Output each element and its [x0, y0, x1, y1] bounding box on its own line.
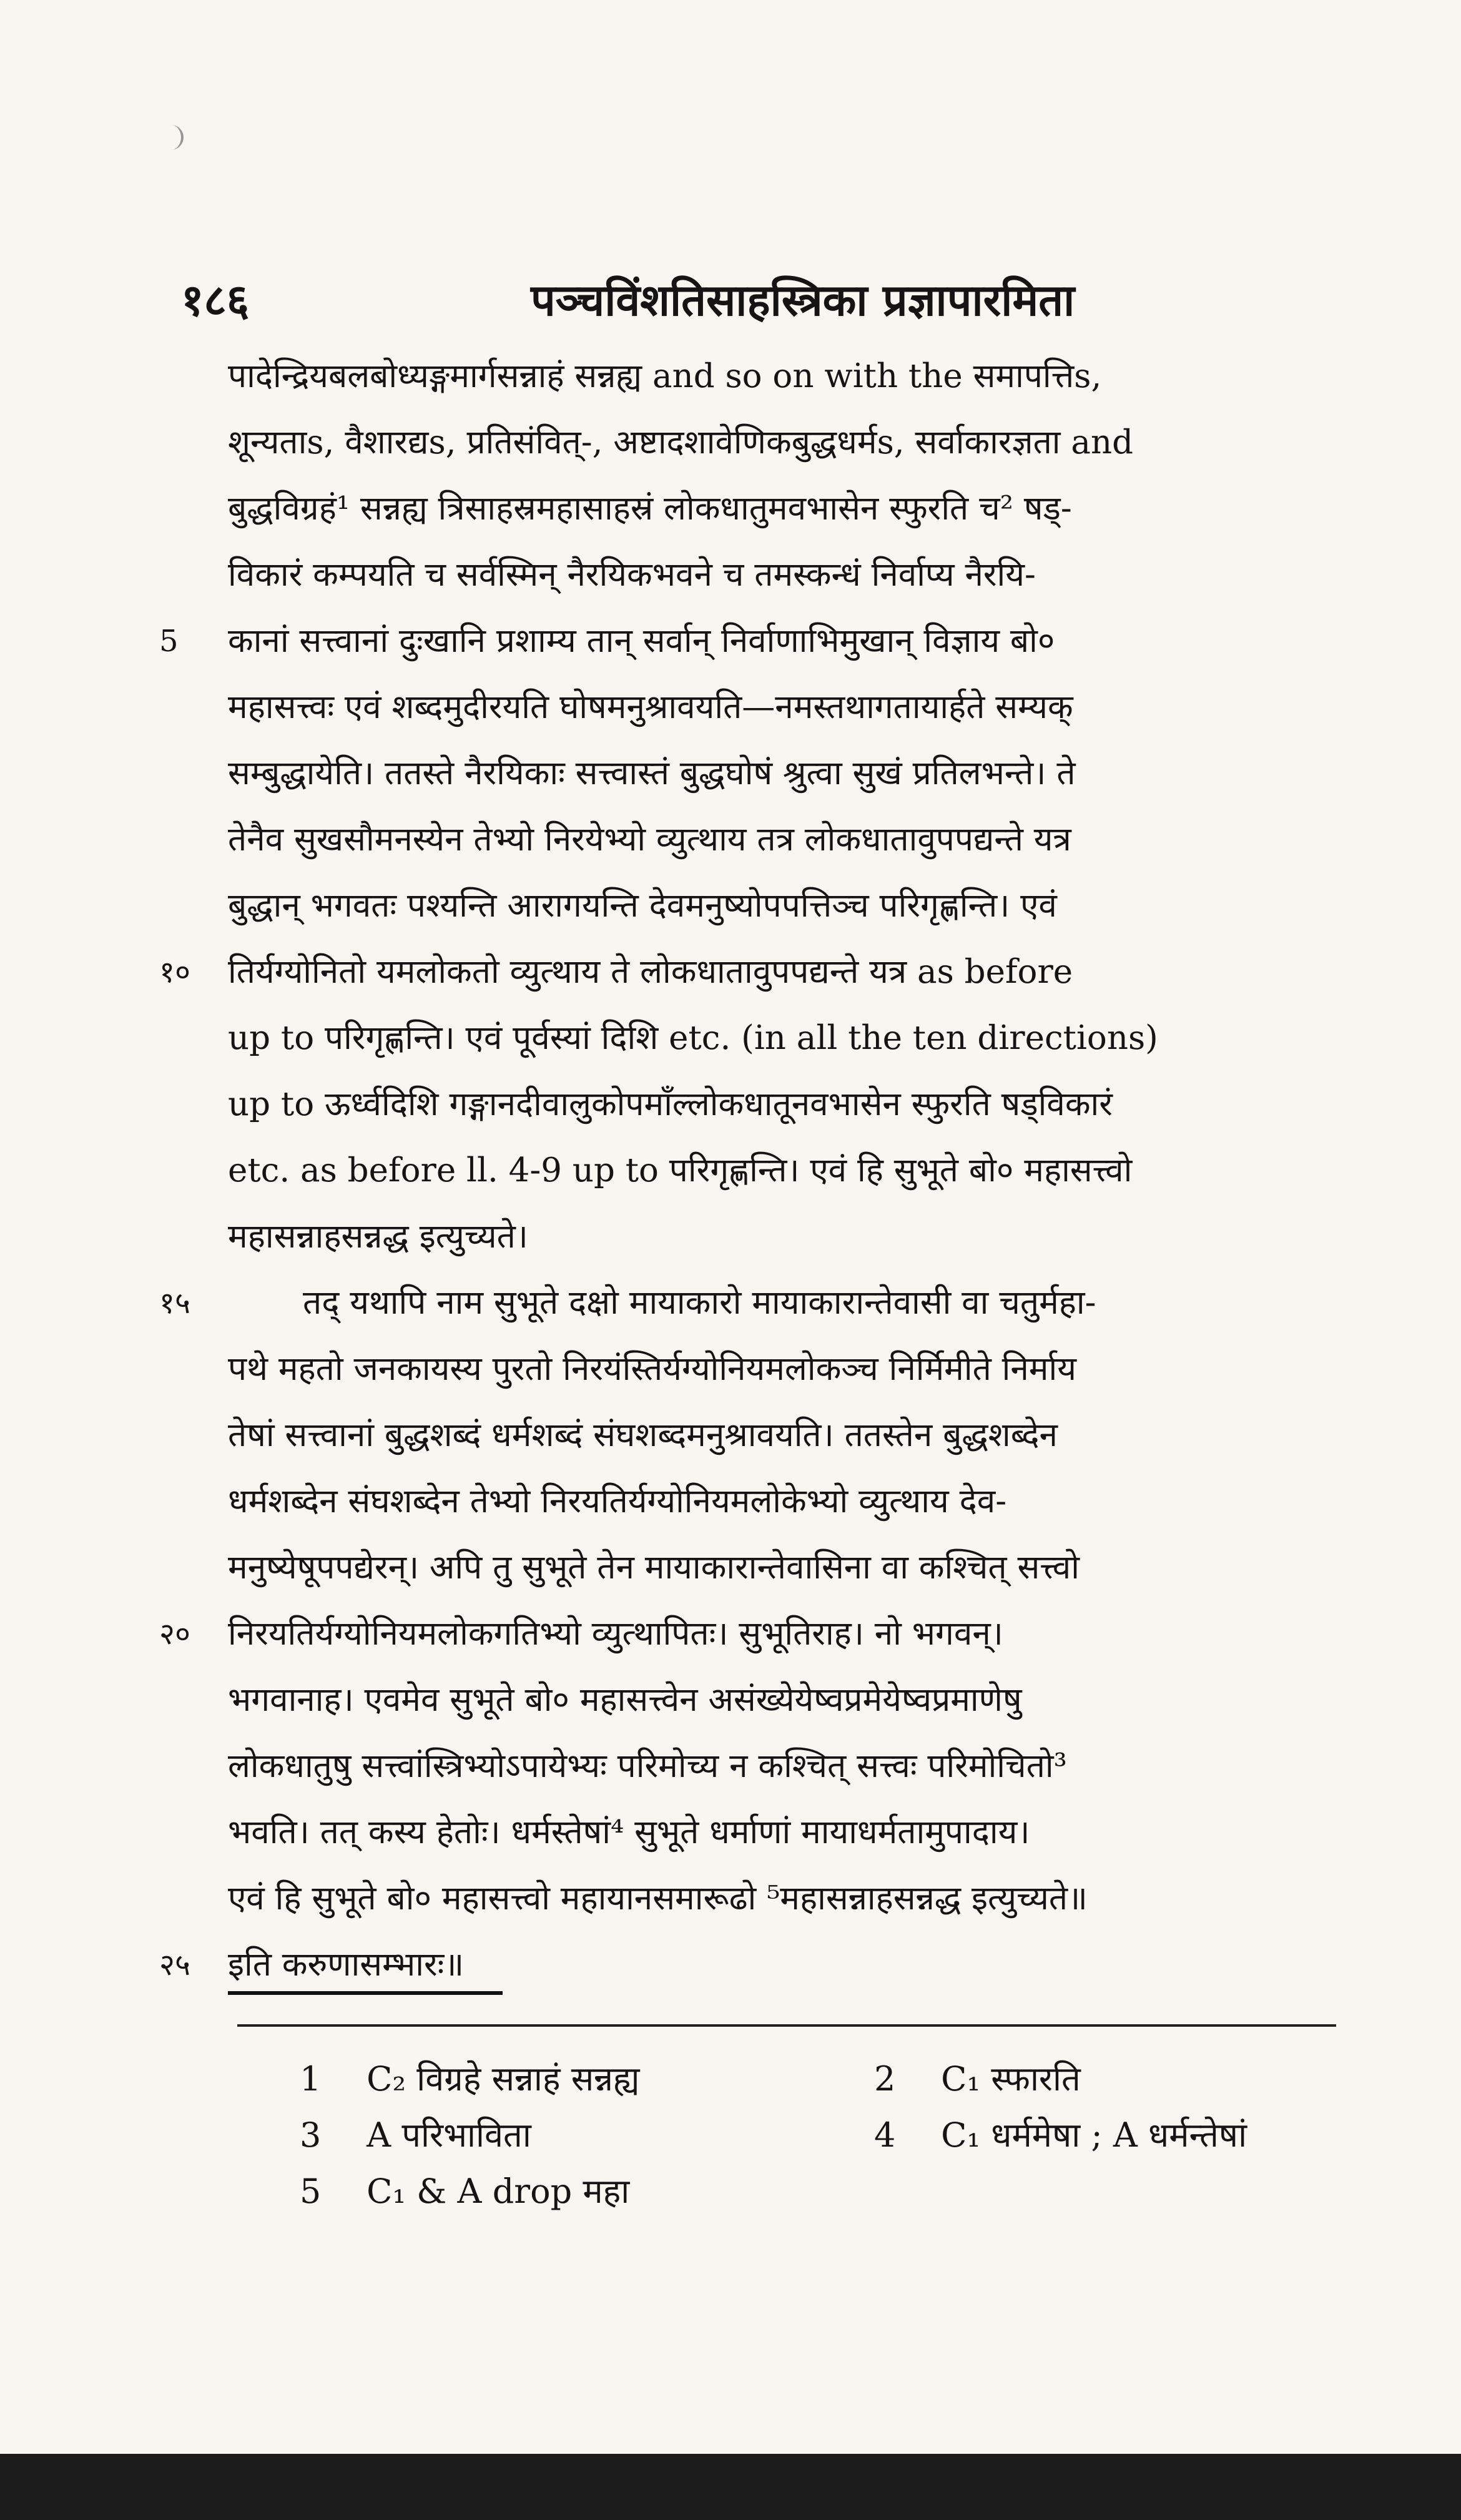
line-text: मनुष्येषूपपद्येरन्। अपि तु सुभूते तेन मायाकारान्तेवासिना वा कश्चित् सत्त्वो: [228, 1548, 1080, 1587]
line-text: तेनैव सुखसौमनस्येन तेभ्यो निरयेभ्यो व्युत्थाय तत्र लोकधातावुपपद्यन्ते यत्र: [228, 820, 1071, 859]
footnote-text: C₁ धर्ममेषा ; A धर्मन्तेषां: [941, 2115, 1247, 2155]
line-number: १५: [159, 1286, 190, 1321]
line-text: तिर्यग्योनितो यमलोकतो व्युत्थाय ते लोकधातावुपपद्यन्ते यत्र as before: [228, 953, 1073, 991]
running-head: [181, 262, 1355, 337]
text-line: [159, 939, 1342, 1005]
line-text: शून्यताs, वैशारद्यs, प्रतिसंवित्-, अष्टादशावेणिकबुद्धधर्मs, सर्वाकारज्ञता and: [228, 423, 1134, 461]
line-text: विकारं कम्पयति च सर्वस्मिन् नैरयिकभवने च तमस्कन्धं निर्वाप्य नैरयि-: [228, 556, 1036, 594]
footnote-number: 2: [874, 2059, 896, 2099]
text-line: [228, 1005, 1342, 1071]
line-text: up to परिगृह्णन्ति। एवं पूर्वस्यां दिशि etc. (in all the ten directions): [228, 1019, 1158, 1057]
body-text: [159, 343, 1342, 1998]
text-line: [228, 674, 1342, 741]
line-text: महासत्त्वः एवं शब्दमुदीरयति घोषमनुश्रावयति—नमस्तथागतायार्हते सम्यक्: [228, 688, 1073, 726]
line-text: बुद्धविग्रहं¹ सन्नह्य त्रिसाहस्रमहासाहस्रं लोकधातुमवभासेन स्फुरति च² षड्-: [228, 490, 1072, 528]
text-line: [228, 741, 1342, 807]
line-text: भवति। तत् कस्य हेतोः। धर्मस्तेषां⁴ सुभूते धर्माणां मायाधर्मतामुपादाय।: [228, 1813, 1030, 1851]
line-number: 5: [159, 624, 179, 659]
text-line: [228, 873, 1342, 939]
corner-mark: [156, 125, 184, 150]
line-text: सम्बुद्धायेति। ततस्ते नैरयिकाः सत्त्वास्तं बुद्धघोषं श्रुत्वा सुखं प्रतिलभन्ते। ते: [228, 754, 1076, 792]
text-line: [228, 1733, 1342, 1799]
line-text: महासन्नाहसन्नद्ध इत्युच्यते।: [228, 1218, 528, 1256]
line-text: पादेन्द्रियबलबोध्यङ्गमार्गसन्नाहं सन्नह्य and so on with the समापत्तिs,: [228, 357, 1102, 395]
text-line: [228, 1204, 1342, 1270]
footnote-3: [300, 2110, 531, 2157]
line-text: तद् यथापि नाम सुभूते दक्षो मायाकारो मायाकारान्तेवासी वा चतुर्महा-: [303, 1284, 1096, 1322]
footnote-5: [300, 2167, 629, 2213]
line-text: etc. as before ll. 4-9 up to परिगृह्णन्ति। एवं हि सुभूते बो० महासत्त्वो: [228, 1151, 1133, 1189]
line-text: एवं हि सुभूते बो० महासत्त्वो महायानसमारूढो ⁵महासन्नाहसन्नद्ध इत्युच्यते॥: [228, 1879, 1088, 1917]
text-line: [228, 1336, 1342, 1402]
line-text: तेषां सत्त्वानां बुद्धशब्दं धर्मशब्दं संघशब्दमनुश्रावयति। ततस्तेन बुद्धशब्देन: [228, 1416, 1058, 1454]
text-line: [228, 1667, 1342, 1733]
text-line: [228, 1402, 1342, 1469]
text-line: [228, 1071, 1342, 1138]
text-line: [228, 410, 1342, 476]
footnote-number: 4: [874, 2115, 896, 2155]
line-text: पथे महतो जनकायस्य पुरतो निरयंस्तिर्यग्योनियमलोकञ्च निर्मिमीते निर्माय: [228, 1350, 1076, 1388]
text-line: [228, 1799, 1342, 1866]
footnote-text: C₁ स्फारति: [941, 2059, 1081, 2099]
text-line: [159, 1932, 1342, 1998]
line-text: बुद्धान् भगवतः पश्यन्ति आरागयन्ति देवमनुष्योपपत्तिञ्च परिगृह्णन्ति। एवं: [228, 887, 1057, 925]
text-line: [228, 807, 1342, 873]
line-number: १०: [159, 955, 190, 990]
text-line: [159, 1601, 1342, 1667]
line-text: कानां सत्त्वानां दुःखानि प्रशाम्य तान् सर्वान् निर्वाणाभिमुखान् विज्ञाय बो०: [228, 622, 1055, 660]
footnote-4: [874, 2110, 1247, 2157]
line-number: २०: [159, 1617, 190, 1651]
running-title: पञ्चविंशतिसाहस्त्रिका प्रज्ञापारमिता: [531, 274, 1075, 326]
footnote-number: 5: [300, 2172, 322, 2211]
line-text: भगवानाह। एवमेव सुभूते बो० महासत्त्वेन असंख्येयेष्वप्रमेयेष्वप्रमाणेषु: [228, 1681, 1022, 1719]
line-text: धर्मशब्देन संघशब्देन तेभ्यो निरयतिर्यग्योनियमलोकेभ्यो व्युत्थाय देव-: [228, 1482, 1007, 1520]
footnote-1: [300, 2054, 640, 2100]
line-text: निरयतिर्यग्योनियमलोकगतिभ्यो व्युत्थापितः। सुभूतिराह। नो भगवन्।: [228, 1615, 1003, 1653]
footnote-number: 1: [300, 2059, 322, 2099]
text-line: [228, 1469, 1342, 1535]
text-line: [159, 608, 1342, 674]
footnote-text: A परिभाविता: [366, 2115, 531, 2155]
line-text: up to ऊर्ध्वदिशि गङ्गानदीवालुकोपमाँल्लोकधातूनवभासेन स्फुरति षड्विकारं: [228, 1085, 1113, 1123]
scan-bottom-edge: [0, 2454, 1461, 2520]
text-line: [228, 542, 1342, 608]
footnote-rule: [237, 2024, 1336, 2027]
footnote-2: [874, 2054, 1081, 2100]
line-number: २५: [159, 1947, 190, 1982]
footnote-number: 3: [300, 2115, 322, 2155]
text-line: [228, 1138, 1342, 1204]
colophon-underline: [228, 1991, 503, 1995]
line-text: लोकधातुषु सत्त्वांस्त्रिभ्योऽपायेभ्यः परिमोच्य न कश्चित् सत्त्वः परिमोचितो³: [228, 1747, 1067, 1785]
footnote-text: C₁ & A drop महा: [366, 2172, 630, 2211]
text-line: [159, 1270, 1342, 1336]
text-line: [228, 476, 1342, 542]
page-number: १८६: [181, 274, 250, 326]
text-line: [228, 343, 1342, 410]
line-text: इति करुणासम्भारः॥: [228, 1946, 465, 1984]
text-line: [228, 1866, 1342, 1932]
footnote-text: C₂ विग्रहे सन्नाहं सन्नह्य: [366, 2059, 640, 2099]
text-line: [228, 1535, 1342, 1601]
